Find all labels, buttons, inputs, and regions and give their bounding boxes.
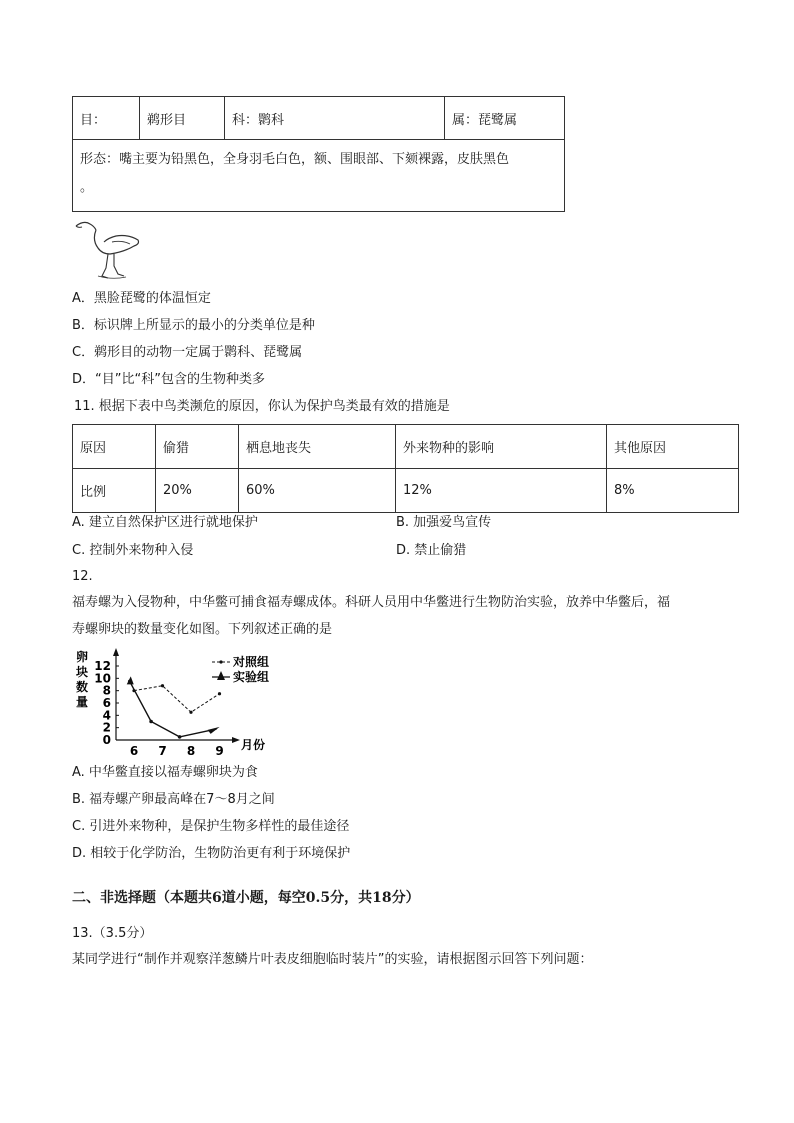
- q11-option-b: B. 加强爱鸟宣传: [396, 515, 492, 530]
- taxonomy-table: [72, 96, 565, 212]
- q12-option-b: B. 福寿螺产卵最高峰在7～8月之间: [72, 792, 275, 807]
- q11-row-cell: 60%: [239, 469, 396, 513]
- genus-cell: 属：琵鹭属: [445, 97, 565, 140]
- morphology-line2: 。: [80, 180, 94, 195]
- y-tick-label: 0: [102, 733, 111, 747]
- q11-stem: 11. 根据下表中鸟类濒危的原因，你认为保护鸟类最有效的措施是: [74, 399, 450, 414]
- q11-row-cell: 20%: [156, 469, 239, 513]
- legend-control-label: 对照组: [233, 655, 270, 669]
- y-axis-title-char: 量: [76, 695, 89, 709]
- q11-row-cell: 比例: [73, 469, 156, 513]
- q12-number: 12.: [72, 569, 93, 584]
- q11-option-c: C. 控制外来物种入侵: [72, 543, 194, 558]
- control-series-point: [218, 692, 221, 695]
- legend-control-marker: [219, 660, 222, 663]
- legend-experiment-marker: [217, 671, 225, 680]
- x-axis-title: 月份: [241, 738, 266, 752]
- x-tick-label: 6: [129, 744, 139, 757]
- q10-option-b: B．标识牌上所显示的最小的分类单位是种: [72, 318, 315, 333]
- experiment-series-arrowhead: [208, 727, 220, 734]
- q12-option-d: D. 相较于化学防治，生物防治更有利于环境保护: [72, 846, 351, 861]
- y-tick-label: 6: [102, 696, 111, 710]
- y-axis-title: [76, 649, 88, 709]
- x-tick-label: 9: [215, 744, 224, 757]
- y-axis-title-char: 块: [76, 665, 89, 679]
- q13-stem: 某同学进行“制作并观察洋葱鳞片叶表皮细胞临时装片”的实验，请根据图示回答下列问题：: [72, 952, 593, 967]
- x-tick-label: 7: [158, 744, 167, 757]
- q11-header-cell: 栖息地丧失: [239, 425, 396, 469]
- experiment-series-point: [149, 720, 153, 724]
- y-tick-label: 10: [94, 671, 111, 686]
- control-series-line: [134, 686, 220, 713]
- q11-option-a: A. 建立自然保护区进行就地保护: [72, 515, 258, 530]
- y-axis-title-char: 数: [76, 680, 89, 694]
- legend-experiment-label: 实验组: [233, 670, 270, 684]
- q11-row-cell: 8%: [607, 469, 739, 513]
- y-tick-label: 2: [102, 720, 111, 735]
- q12-stem-line1: 福寿螺为入侵物种，中华鳖可捕食福寿螺成体。科研人员用中华鳖进行生物防治实验，放养中华鳖后，福: [72, 595, 671, 610]
- y-axis-arrow: [113, 648, 119, 656]
- y-tick-label: 8: [102, 683, 111, 698]
- q11-header-cell: 其他原因: [607, 425, 739, 469]
- q10-option-d: D．“目”比“科”包含的生物种类多: [72, 372, 265, 387]
- order-value: 鹈形目: [140, 97, 225, 140]
- y-tick-label: 12: [94, 659, 111, 673]
- q11-header-cell: 偷猎: [156, 425, 239, 469]
- q11-row-cell: 12%: [396, 469, 607, 513]
- q12-option-c: C. 引进外来物种，是保护生物多样性的最佳途径: [72, 819, 350, 834]
- q10-option-a: A．黑脸琵鹭的体温恒定: [72, 291, 211, 306]
- spoonbill-illustration: [72, 216, 144, 282]
- q12-option-a: A. 中华鳖直接以福寿螺卵块为食: [72, 765, 258, 780]
- morphology-cell: [73, 140, 565, 212]
- y-axis-title-char: 卵: [76, 650, 89, 664]
- section2-heading: 二、非选择题（本题共6道小题，每空0.5分，共18分）: [72, 890, 420, 906]
- q11-option-d: D. 禁止偷猎: [396, 543, 467, 558]
- q13-number: 13.（3.5分）: [72, 926, 153, 941]
- experiment-series-start-marker: [127, 676, 134, 684]
- control-series-point: [161, 684, 164, 687]
- y-tick-label: 4: [102, 708, 111, 723]
- q11-header-cell: 外来物种的影响: [396, 425, 607, 469]
- x-axis-arrow: [232, 737, 240, 743]
- q12-stem-line2: 寿螺卵块的数量变化如图。下列叙述正确的是: [72, 622, 333, 637]
- control-series-point: [189, 711, 192, 714]
- legend: [212, 654, 269, 684]
- x-tick-label: 8: [186, 744, 196, 757]
- q10-option-c: C．鹈形目的动物一定属于鹮科、琵鹭属: [72, 345, 303, 360]
- morphology-line1: 形态：嘴主要为铅黑色，全身羽毛白色，额、围眼部、下颏裸露，皮肤黑色: [80, 152, 510, 167]
- family-cell: 科：鹮科: [225, 97, 445, 140]
- experiment-series-line: [130, 681, 217, 737]
- experiment-series-point: [178, 735, 182, 739]
- order-label: 目：: [73, 97, 140, 140]
- egg-mass-chart: [72, 645, 287, 757]
- q11-header-cell: 原因: [73, 425, 156, 469]
- q11-table: [72, 424, 739, 513]
